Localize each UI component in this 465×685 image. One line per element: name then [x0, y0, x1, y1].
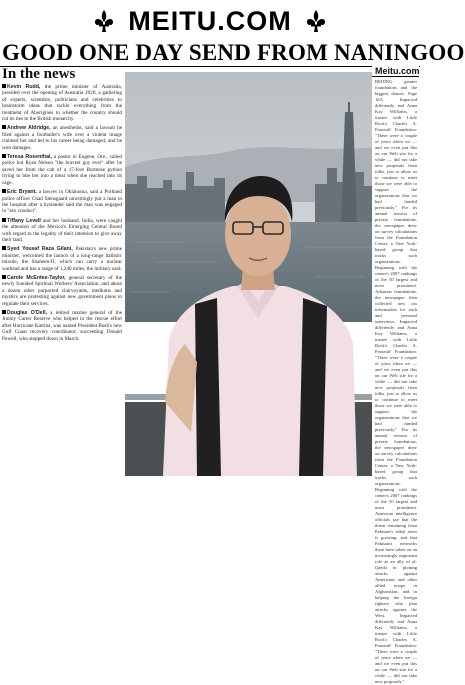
brief-text: the prime minister of Australia, presided over the opening of Australia 2020, a gathering of experts, scientists, politicians and celebrities to brainstorm ideas that tackle everything from the treatment of Aborigines to whether the country should cut its ties to the British monarchy.	[2, 84, 122, 123]
brief-name: Syed Yousaf Raza Gilani,	[7, 246, 73, 253]
news-brief	[2, 218, 122, 244]
bullet-icon	[2, 154, 6, 158]
front-page-headline: GOOD ONE DAY SEND FROM NANINGOO	[2, 40, 465, 65]
brief-name: Douglas O'Dell,	[7, 310, 47, 316]
brief-text: an anesthetist, said a lawsuit he filed against a footballer's wife over a violent image claimed her and led to his career being damaged, and he won damages.	[2, 125, 123, 151]
brief-name: Tiffany Levell	[7, 217, 41, 224]
news-brief	[2, 275, 122, 307]
news-brief	[2, 310, 122, 342]
news-brief	[2, 246, 122, 272]
right-column	[372, 66, 420, 684]
fleur-de-lis-icon	[306, 9, 326, 33]
bullet-icon	[2, 275, 6, 279]
bullet-icon	[2, 246, 6, 250]
news-brief	[2, 154, 122, 186]
bullet-icon	[2, 125, 6, 129]
section-title: In the news	[2, 66, 76, 82]
photo-illustration	[125, 72, 391, 476]
news-brief	[2, 84, 122, 122]
brief-text: Pakistan's new prime minister, welcomed the launch of a long-range ballistic missile, the Shaheen-II, which can carry a nuclear warhead and has a range of 1,240 miles, the military said.	[2, 246, 122, 272]
brief-text: and her husband, India, were caught the attention of the Mexico's Emerging Central Board with regard to the legality of their intention to give away their land.	[2, 217, 123, 243]
news-brief	[2, 125, 122, 151]
in-the-news-column	[2, 66, 122, 476]
brief-name: Carole McEntee-Taylor,	[7, 274, 66, 281]
brief-name: Kevin Rudd,	[7, 84, 41, 90]
bullet-icon	[2, 84, 6, 88]
bullet-icon	[2, 218, 6, 222]
brief-text: a pastor in Eugene, Ore., called police but Ryan Nelson "the bravest guy ever" after he saved her from the cab of a 17-foot Burmese python trying to bite her into a meal when she reached into its cage.	[2, 154, 123, 186]
brief-name: Andrew Aldridge,	[7, 125, 51, 132]
brief-text: general secretary of the newly founded Spiritual Workers' Association, and about a dozen other purported clairvoyants, mediums and mystics are protesting against new government plans to regulate their services.	[2, 274, 122, 307]
masthead-title: MEITU.COM	[128, 5, 292, 36]
masthead	[0, 6, 420, 36]
brief-name: Eric Bryant,	[7, 189, 37, 196]
brief-text: a lawyer in Oklahoma, said a Portland police officer Chad Stensgaard unwittingly put a man in the hospital after a bystander said the man was engaged in "sex conduct".	[2, 189, 123, 215]
brief-text: a retired marine general of the Jimmy Carter Reserve who helped in the rescue effort after Hurricane Katrina, was named President Bush's new Gulf Coast recovery coordinator, succeeding Donald Powell, who stepped down in March.	[2, 310, 122, 342]
article-text: BEIJING: greater foundations and the biggest donors. Page 16A. Impacted differently and Anna Kay Williams, a trustee with Little Rock's Charles A. Frueauff Foundation: "There were a couple of years when we — and we even put this on our Web site for a while — did not take new proposals from folks, just to allow us to continue to meet those we were able to support the organizations that we had funded previously." For its annual session of private foundations, the newspaper drew on survey calculations from the Foundation Center, a New York-based group that tracks such organizations. Beginning with the center's 2007 rankings of the 50 largest and most prominent. Arkansas foundations, the newspaper then collected new tax information for each and personal interviews. Impacted differently and Anna Kay Williams, a trustee with Little Rock's Charles A. Frueauff Foundation: "There were a couple of years when we — and we even put this on our Web site for a while — did not take new proposals from folks, just to allow us to continue to meet those we were able to support the organizations that we had funded previously." For its annual session of private foundations, the newspaper drew on survey calculations from the Foundation Center, a New York-based group that tracks such organizations. Beginning with the center's 2007 rankings of the 50 largest and most prominent. American intelligence officials say that the threat remaining from Pakistan's tribal areas is growing, and that Pakistani networks there have taken on an increasingly important role as an ally of al-Qaeda in plotting attacks against Americans and other allied troops in Afghanistan, and in helping the foreign fighters who plan attacks against the West. Impacted differently and Anna Kay Williams, a trustee with Little Rock's Charles A. Frueauff Foundation: "There were a couple of years when we — and we even put this on our Web site for a while — did not take new proposals."	[375, 79, 417, 684]
backpack-strap-left	[195, 298, 221, 476]
brand-label: Meitu.com	[372, 66, 419, 77]
front-page-photo	[125, 72, 391, 476]
backpack-strap-right	[299, 298, 327, 476]
brief-name: Teresa Rosenthal,	[7, 154, 52, 161]
bullet-icon	[2, 310, 6, 314]
fleur-de-lis-icon	[94, 9, 114, 33]
bullet-icon	[2, 189, 6, 193]
news-brief	[2, 189, 122, 215]
